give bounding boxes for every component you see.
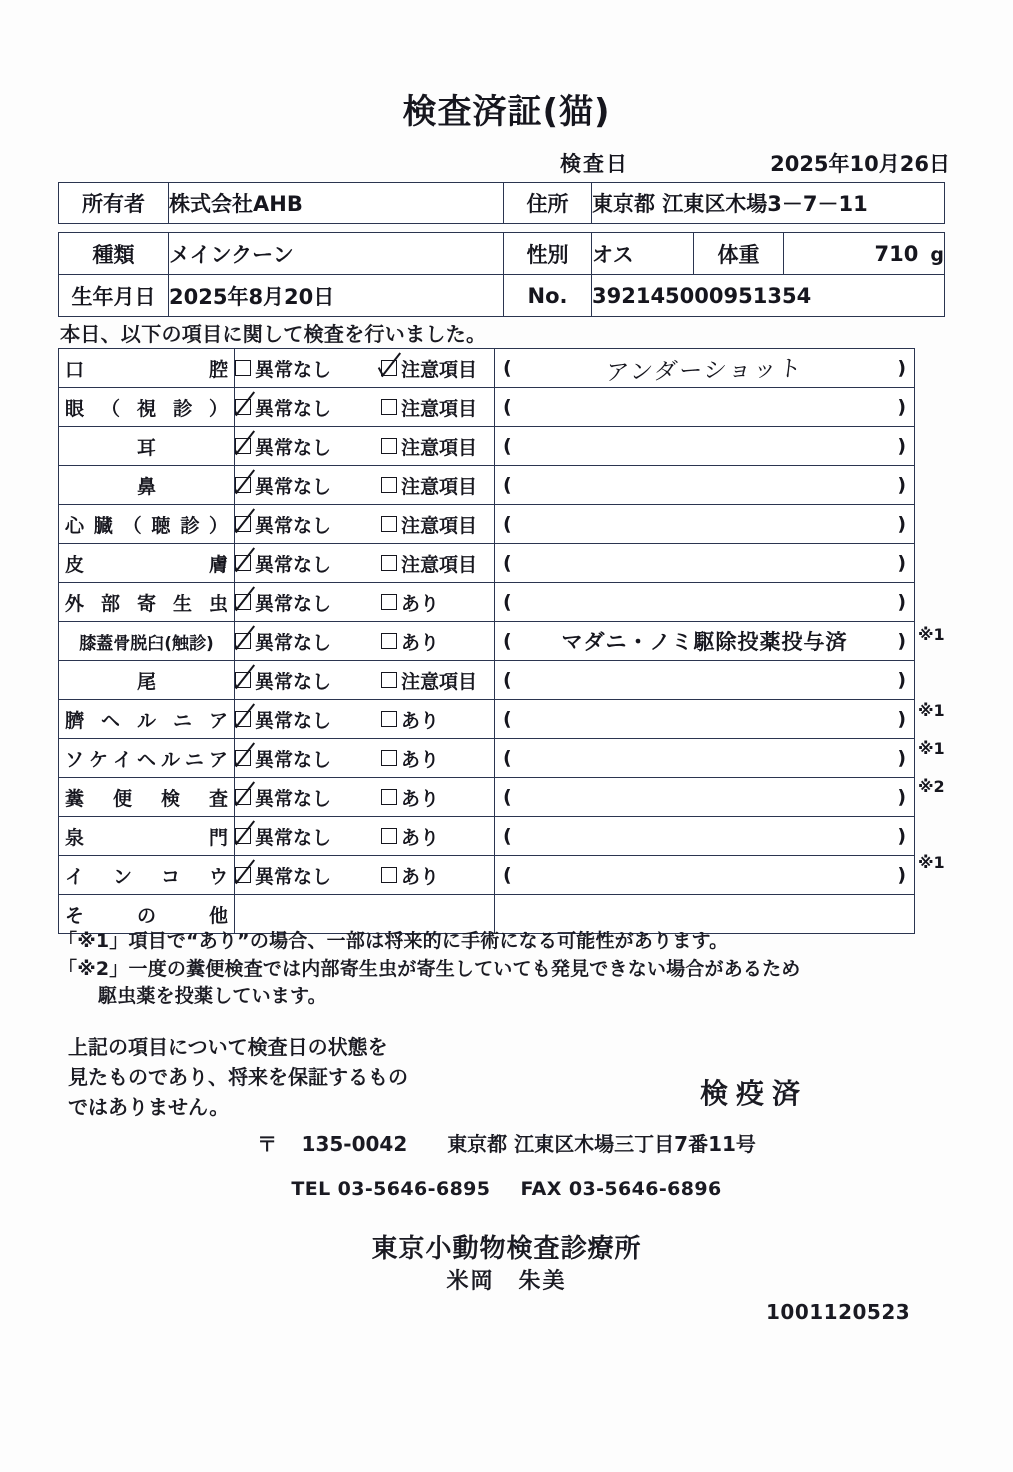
checkbox-option-label: 異常なし (255, 358, 332, 381)
clinic-tel: TEL 03-5646-6895 (291, 1178, 491, 1200)
checklist-row-label: 鼻 (59, 466, 235, 505)
paren-close: ) (897, 552, 906, 574)
paren-close: ) (897, 474, 906, 496)
checked-checkbox-icon[interactable] (235, 516, 251, 532)
checkbox-icon[interactable] (381, 633, 397, 649)
checklist-options-cell (235, 700, 495, 739)
checkbox-option-normal[interactable] (235, 628, 381, 655)
checkbox-option-label: あり (401, 709, 440, 732)
checkbox-option-label: 異常なし (255, 475, 332, 498)
checkbox-icon[interactable] (381, 711, 397, 727)
checked-checkbox-icon[interactable] (235, 438, 251, 454)
checklist-row-label: 眼 （ 視 診 ） (59, 388, 235, 427)
weight-label: 体重 (694, 233, 784, 275)
owner-value: 株式会社AHB (169, 183, 504, 224)
paren-open: ( (503, 513, 512, 535)
checkbox-option-label: 異常なし (255, 631, 332, 654)
paren-open: ( (503, 357, 512, 379)
checklist-note-cell[interactable] (495, 739, 915, 778)
breed-label: 種類 (59, 233, 169, 275)
checkbox-option-normal[interactable] (235, 745, 381, 772)
checklist-table (58, 348, 915, 934)
checked-checkbox-icon[interactable] (235, 828, 251, 844)
owner-address-value: 東京都 江東区木場3－7－11 (592, 183, 945, 224)
checked-checkbox-icon[interactable] (235, 789, 251, 805)
breed-value: メインクーン (169, 233, 504, 275)
sex-value: オス (592, 233, 694, 275)
checkbox-option-label: 異常なし (255, 709, 332, 732)
checkbox-option-attention[interactable] (381, 472, 477, 499)
reference-number: 1001120523 (766, 1300, 911, 1324)
animal-row-1 (59, 233, 945, 275)
checked-checkbox-icon[interactable] (235, 711, 251, 727)
owner-table (58, 182, 945, 224)
checklist-row (59, 778, 915, 817)
checkbox-option-normal[interactable] (235, 589, 381, 616)
disclaimer-line-1: 上記の項目について検査日の状態を (68, 1035, 388, 1059)
paren-open: ( (503, 825, 512, 847)
checkbox-option-label: 異常なし (255, 397, 332, 420)
checklist-row (59, 427, 915, 466)
page-title: 検査済証(猫) (402, 92, 611, 132)
checklist-note-cell[interactable] (495, 427, 915, 466)
footnote-marker: ※1 (918, 853, 945, 872)
checklist-row-label: ソ ケ イ ヘ ル ニ ア (59, 739, 235, 778)
owner-row (59, 183, 945, 224)
checkbox-option-label: あり (401, 748, 440, 771)
clinic-address (0, 1128, 1013, 1157)
intro-text: 本日、以下の項目に関して検査を行いました。 (60, 322, 487, 346)
paren-open: ( (503, 396, 512, 418)
checked-checkbox-icon[interactable] (381, 360, 397, 376)
animal-table (58, 232, 945, 317)
checklist-row-label: そ の 他 (59, 895, 235, 934)
checked-checkbox-icon[interactable] (235, 594, 251, 610)
checked-checkbox-icon[interactable] (235, 867, 251, 883)
checklist-note-cell[interactable] (495, 622, 915, 661)
paren-open: ( (503, 435, 512, 457)
handwritten-note: アンダーショット (604, 355, 805, 386)
checklist-options-cell (235, 856, 495, 895)
checklist-note-cell[interactable] (495, 466, 915, 505)
checkbox-option-attention[interactable] (381, 355, 477, 382)
checklist-note-cell[interactable] (495, 583, 915, 622)
footnote-marker: ※1 (918, 625, 945, 644)
paren-close: ) (897, 435, 906, 457)
checklist-row (59, 349, 915, 388)
checkbox-icon[interactable] (381, 867, 397, 883)
clinic-name: 東京小動物検査診療所 (371, 1234, 642, 1264)
checklist-row-label: 心 臓 （ 聴 診 ） (59, 505, 235, 544)
checklist-note-cell[interactable] (495, 544, 915, 583)
checkbox-icon[interactable] (381, 594, 397, 610)
exam-date-label: 検査日 (560, 152, 629, 176)
checked-checkbox-icon[interactable] (235, 399, 251, 415)
weight-unit: g (930, 243, 944, 266)
checkbox-option-label: 異常なし (255, 670, 332, 693)
checklist-row (59, 466, 915, 505)
checklist-row-label: 膝蓋骨脱臼(触診) (59, 622, 235, 661)
checkbox-option-normal[interactable] (235, 667, 381, 694)
checkbox-option-label: 注意項目 (401, 358, 478, 381)
checkbox-option-attention[interactable] (381, 550, 477, 577)
checkbox-option-label: 注意項目 (401, 475, 478, 498)
clinic-address-text: 東京都 江東区木場三丁目7番11号 (447, 1132, 756, 1156)
quarantine-stamp: 検疫済 (700, 1077, 809, 1110)
checkbox-option-attention[interactable] (381, 745, 439, 772)
paren-open: ( (503, 747, 512, 769)
checkbox-icon[interactable] (381, 750, 397, 766)
checklist-note-cell[interactable] (495, 700, 915, 739)
checkbox-option-label: 注意項目 (401, 553, 478, 576)
checkbox-icon[interactable] (381, 477, 397, 493)
checkbox-option-normal[interactable] (235, 862, 381, 889)
checked-checkbox-icon[interactable] (235, 477, 251, 493)
checkbox-option-label: 異常なし (255, 436, 332, 459)
birth-value: 2025年8月20日 (169, 275, 504, 317)
disclaimer-line-3: ではありません。 (68, 1095, 230, 1119)
footnote-2: 「※2」一度の糞便検査では内部寄生虫が寄生していても発見できない場合があるため (58, 957, 801, 980)
sex-label: 性別 (504, 233, 592, 275)
checklist-row-label: 尾 (59, 661, 235, 700)
checklist-options-cell (235, 817, 495, 856)
checklist-row-label: 泉 門 (59, 817, 235, 856)
footnote-marker: ※1 (918, 739, 945, 758)
checkbox-option-label: 異常なし (255, 514, 332, 537)
checkbox-option-label: 異常なし (255, 553, 332, 576)
exam-date-row (560, 148, 950, 178)
checklist-options-cell (235, 427, 495, 466)
checkbox-icon[interactable] (381, 789, 397, 805)
checklist-note-cell[interactable] (495, 661, 915, 700)
checkbox-option-normal[interactable] (235, 511, 381, 538)
checkbox-option-label: 異常なし (255, 787, 332, 810)
weight-value: 710 (874, 241, 919, 266)
clinic-contact (0, 1178, 1013, 1200)
checklist-row (59, 544, 915, 583)
checklist-row (59, 700, 915, 739)
checkbox-option-attention[interactable] (381, 589, 439, 616)
checklist-row (59, 505, 915, 544)
printed-note: マダニ・ノミ駆除投薬投与済 (561, 630, 848, 654)
checkbox-option-label: 注意項目 (401, 397, 478, 420)
checkbox-icon[interactable] (381, 672, 397, 688)
paren-close: ) (897, 591, 906, 613)
checkbox-option-attention[interactable] (381, 784, 439, 811)
microchip-label: No. (504, 275, 592, 317)
paren-close: ) (897, 825, 906, 847)
checked-checkbox-icon[interactable] (235, 672, 251, 688)
checkbox-icon[interactable] (381, 555, 397, 571)
footnote-1: 「※1」項目で“あり”の場合、一部は将来的に手術になる可能性があります。 (58, 930, 729, 952)
checked-checkbox-icon[interactable] (235, 555, 251, 571)
checkbox-icon[interactable] (235, 360, 251, 376)
checkbox-option-attention[interactable] (381, 394, 477, 421)
checkbox-option-label: 注意項目 (401, 436, 478, 459)
birth-label: 生年月日 (59, 275, 169, 317)
checkbox-icon[interactable] (381, 828, 397, 844)
checkbox-option-label: 異常なし (255, 748, 332, 771)
checkbox-option-normal[interactable] (235, 394, 381, 421)
paren-close: ) (897, 747, 906, 769)
footnote-marker: ※1 (918, 701, 945, 720)
checkbox-option-label: 異常なし (255, 826, 332, 849)
checkbox-option-label: あり (401, 865, 440, 888)
checkbox-option-attention[interactable] (381, 706, 439, 733)
checklist-options-cell (235, 466, 495, 505)
checklist-row-label: イ ン コ ウ (59, 856, 235, 895)
checklist-options-cell (235, 778, 495, 817)
owner-label: 所有者 (59, 183, 169, 224)
clinic-fax: FAX 03-5646-6896 (520, 1178, 722, 1200)
checked-checkbox-icon[interactable] (235, 633, 251, 649)
checkbox-option-label: 異常なし (255, 865, 332, 888)
checkbox-option-label: 異常なし (255, 592, 332, 615)
checklist-row (59, 583, 915, 622)
checklist-row-label: 口 腔 (59, 349, 235, 388)
checklist-note-cell[interactable] (495, 856, 915, 895)
paren-close: ) (897, 357, 906, 379)
checked-checkbox-icon[interactable] (235, 750, 251, 766)
postal-mark-icon: 〒 (257, 1132, 278, 1156)
paren-close: ) (897, 513, 906, 535)
checklist-row-label: 臍 ヘ ル ニ ア (59, 700, 235, 739)
checkbox-option-normal[interactable] (235, 355, 381, 382)
postal-code: 135-0042 (301, 1132, 408, 1156)
checkbox-option-attention[interactable] (381, 667, 477, 694)
paren-close: ) (897, 708, 906, 730)
checklist-note-cell[interactable] (495, 778, 915, 817)
paren-open: ( (503, 669, 512, 691)
checkbox-option-normal[interactable] (235, 433, 381, 460)
checklist-options-cell (235, 583, 495, 622)
checklist-row (59, 856, 915, 895)
checklist-row (59, 622, 915, 661)
checklist-note-cell[interactable] (495, 817, 915, 856)
checklist-row (59, 817, 915, 856)
checkbox-icon[interactable] (381, 516, 397, 532)
checkbox-option-normal[interactable] (235, 823, 381, 850)
checkbox-option-attention[interactable] (381, 823, 439, 850)
weight-cell (784, 233, 945, 275)
checkbox-option-normal[interactable] (235, 706, 381, 733)
paren-close: ) (897, 669, 906, 691)
checkbox-option-label: 注意項目 (401, 514, 478, 537)
checkbox-option-attention[interactable] (381, 511, 477, 538)
checkbox-option-label: あり (401, 787, 440, 810)
paren-open: ( (503, 708, 512, 730)
footnote-3: 駆虫薬を投薬しています。 (98, 985, 327, 1008)
checklist-options-cell (235, 739, 495, 778)
paren-open: ( (503, 474, 512, 496)
footnotes (58, 928, 958, 1011)
checklist-row-label: 外 部 寄 生 虫 (59, 583, 235, 622)
checklist-options-cell (235, 388, 495, 427)
checklist-row (59, 739, 915, 778)
checklist-row (59, 388, 915, 427)
owner-address-label: 住所 (504, 183, 592, 224)
paren-close: ) (897, 630, 906, 652)
checklist-options-cell (235, 544, 495, 583)
checkbox-option-attention[interactable] (381, 433, 477, 460)
checkbox-option-normal[interactable] (235, 472, 381, 499)
checkbox-option-label: あり (401, 631, 440, 654)
checkbox-icon[interactable] (381, 438, 397, 454)
checklist-options-cell (235, 622, 495, 661)
checklist-row-label: 糞 便 検 査 (59, 778, 235, 817)
checkbox-option-normal[interactable] (235, 550, 381, 577)
animal-row-2 (59, 275, 945, 317)
paren-open: ( (503, 864, 512, 886)
checklist-row-label: 皮 膚 (59, 544, 235, 583)
checklist-row-label: 耳 (59, 427, 235, 466)
microchip-value: 392145000951354 (592, 275, 945, 317)
checklist-options-cell (235, 349, 495, 388)
paren-close: ) (897, 864, 906, 886)
disclaimer-line-2: 見たものであり、将来を保証するもの (68, 1065, 408, 1089)
checklist-options-cell (235, 505, 495, 544)
paren-close: ) (897, 786, 906, 808)
paren-open: ( (503, 591, 512, 613)
checklist-note-cell[interactable] (495, 349, 915, 388)
paren-open: ( (503, 630, 512, 652)
checklist-note-cell[interactable] (495, 388, 915, 427)
paren-close: ) (897, 396, 906, 418)
checklist-row (59, 661, 915, 700)
checkbox-option-attention[interactable] (381, 628, 439, 655)
disclaimer (68, 1032, 408, 1122)
checklist-note-cell[interactable] (495, 505, 915, 544)
checkbox-icon[interactable] (381, 399, 397, 415)
checkbox-option-label: 注意項目 (401, 670, 478, 693)
veterinarian-name: 米岡 朱美 (446, 1269, 567, 1294)
paren-open: ( (503, 786, 512, 808)
footnote-marker: ※2 (918, 777, 945, 796)
checklist-options-cell (235, 661, 495, 700)
exam-date-value: 2025年10月26日 (770, 152, 950, 176)
checkbox-option-normal[interactable] (235, 784, 381, 811)
checkbox-option-attention[interactable] (381, 862, 439, 889)
paren-open: ( (503, 552, 512, 574)
checkbox-option-label: あり (401, 592, 440, 615)
checkbox-option-label: あり (401, 826, 440, 849)
